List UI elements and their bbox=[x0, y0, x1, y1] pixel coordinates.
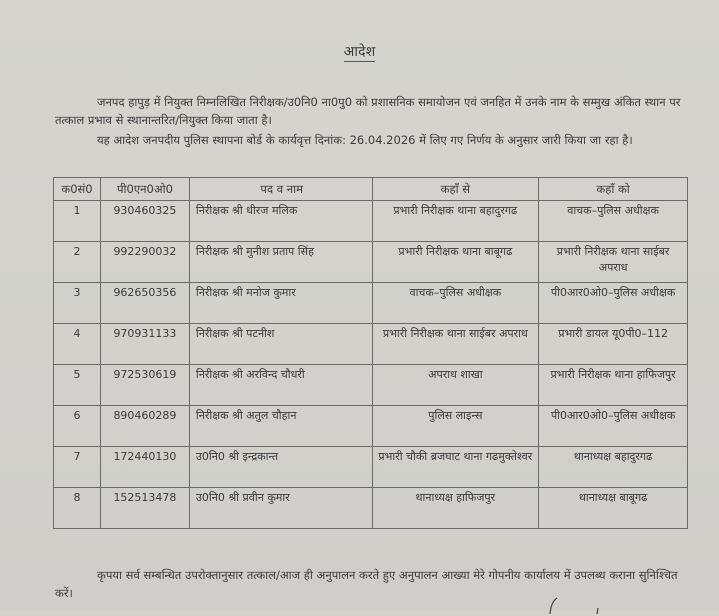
cell-to: प्रभारी निरीक्षक थाना साईबर अपराध bbox=[539, 242, 688, 283]
table-row bbox=[54, 447, 688, 488]
cell-serial: 2 bbox=[54, 242, 101, 283]
document-title bbox=[0, 42, 719, 61]
table-row bbox=[54, 365, 688, 406]
cell-pno: 930460325 bbox=[100, 201, 189, 242]
cell-to: प्रभारी निरीक्षक थाना हाफिजपुर bbox=[539, 365, 688, 406]
cell-from: प्रभारी चौकी ब्रजघाट थाना गढमुक्तेश्वर bbox=[372, 447, 539, 488]
cell-pno: 970931133 bbox=[100, 324, 189, 365]
header-to: कहाँ को bbox=[539, 178, 688, 201]
cell-to: प्रभारी डायल यू0पी0–112 bbox=[539, 324, 688, 365]
cell-serial: 4 bbox=[54, 324, 101, 365]
table-row bbox=[54, 406, 688, 447]
cell-from: वाचक–पुलिस अधीक्षक bbox=[372, 283, 539, 324]
cell-from: थानाध्यक्ष हाफिजपुर bbox=[372, 488, 539, 529]
table-row bbox=[54, 242, 688, 283]
header-rank-name: पद व नाम bbox=[189, 178, 372, 201]
header-from: कहाँ से bbox=[372, 178, 539, 201]
table-row bbox=[54, 324, 688, 365]
intro-paragraph: जनपद हापुड़ में नियुक्त निम्नलिखित निरीक्षक/उ0नि0 ना0पु0 को प्रशासनिक समायोजन एवं जनहित में उनके नाम के सम्मुख अंकित स्थान पर तत्काल प्रभाव से स्थानान्तरित/नियुक्त किया जाता है। bbox=[55, 95, 681, 127]
cell-serial: 1 bbox=[54, 201, 101, 242]
cell-rank-name: निरीक्षक श्री धीरज मलिक bbox=[189, 201, 372, 242]
cell-pno: 962650356 bbox=[100, 283, 189, 324]
cell-to: थानाध्यक्ष बहादुरगढ bbox=[539, 447, 688, 488]
board-decision-paragraph: यह आदेश जनपदीय पुलिस स्थापना बोर्ड के कार्यवृत्त दिनांक: 26.04.2026 में लिए गए निर्णय के अनुसार जारी किया जा रहा है। bbox=[97, 133, 633, 147]
table-header-row bbox=[54, 178, 688, 201]
cell-serial: 6 bbox=[54, 406, 101, 447]
header-pno: पी0एन0ओ0 bbox=[100, 178, 189, 201]
cell-rank-name: निरीक्षक श्री पटनीश bbox=[189, 324, 372, 365]
cell-rank-name: उ0नि0 श्री प्रवीन कुमार bbox=[189, 488, 372, 529]
signature-mark-icon bbox=[545, 596, 605, 616]
cell-rank-name: निरीक्षक श्री मुनीश प्रताप सिंह bbox=[189, 242, 372, 283]
cell-from: प्रभारी निरीक्षक थाना बहादुरगढ bbox=[372, 201, 539, 242]
cell-to: पी0आर0ओ0–पुलिस अधीक्षक bbox=[539, 406, 688, 447]
cell-to: थानाध्यक्ष बाबूगढ bbox=[539, 488, 688, 529]
cell-rank-name: निरीक्षक श्री अरविन्द चौधरी bbox=[189, 365, 372, 406]
cell-pno: 890460289 bbox=[100, 406, 189, 447]
cell-to: वाचक–पुलिस अधीक्षक bbox=[539, 201, 688, 242]
table-row bbox=[54, 283, 688, 324]
cell-from: प्रभारी निरीक्षक थाना साईबर अपराध bbox=[372, 324, 539, 365]
cell-pno: 172440130 bbox=[100, 447, 189, 488]
cell-from: अपराध शाखा bbox=[372, 365, 539, 406]
title-text: आदेश bbox=[343, 44, 376, 60]
table-row bbox=[54, 201, 688, 242]
cell-rank-name: उ0नि0 श्री इन्द्रकान्त bbox=[189, 447, 372, 488]
cell-serial: 5 bbox=[54, 365, 101, 406]
cell-from: पुलिस लाइन्स bbox=[372, 406, 539, 447]
cell-to: पी0आर0ओ0–पुलिस अधीक्षक bbox=[539, 283, 688, 324]
cell-pno: 992290032 bbox=[100, 242, 189, 283]
cell-pno: 152513478 bbox=[100, 488, 189, 529]
cell-serial: 3 bbox=[54, 283, 101, 324]
cell-from: प्रभारी निरीक्षक थाना बाबूगढ bbox=[372, 242, 539, 283]
cell-serial: 8 bbox=[54, 488, 101, 529]
cell-serial: 7 bbox=[54, 447, 101, 488]
transfer-table bbox=[53, 177, 688, 529]
cell-rank-name: निरीक्षक श्री अतुल चौहान bbox=[189, 406, 372, 447]
table-row bbox=[54, 488, 688, 529]
cell-pno: 972530619 bbox=[100, 365, 189, 406]
header-serial: क0सं0 bbox=[54, 178, 101, 201]
cell-rank-name: निरीक्षक श्री मनोज कुमार bbox=[189, 283, 372, 324]
closing-paragraph: कृपया सर्व सम्बन्धित उपरोक्तानुसार तत्काल/आज ही अनुपालन करते हुए अनुपालन आख्या मेरे गोपनीय कार्यालय में उपलब्ध कराना सुनिश्चित करें। bbox=[55, 568, 678, 600]
